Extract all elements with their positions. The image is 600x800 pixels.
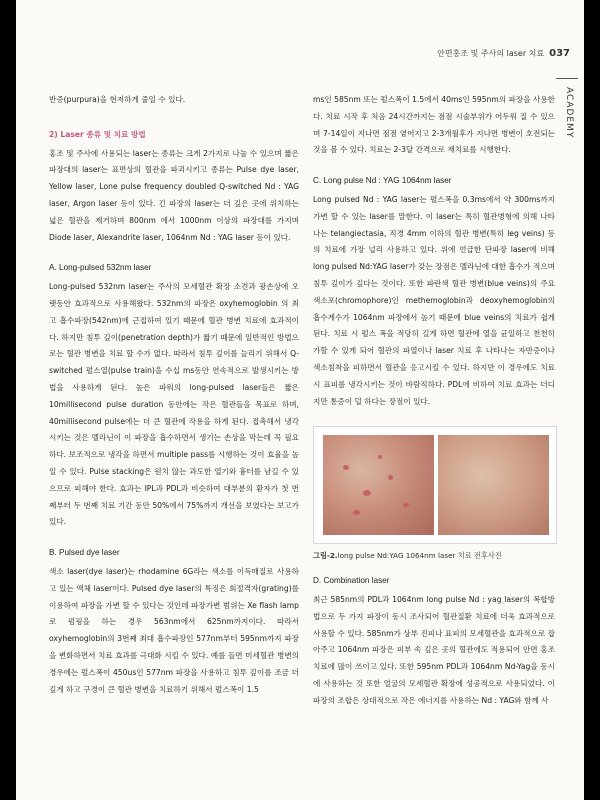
- paragraph-section-a: Long-pulsed 532nm laser는 주사의 모세혈관 확장 소견과 광손상에 오랫동안 효과적으로 사용해왔다. 532nm의 파장은 oxyhemoglobin 의 최고 흡수파장(542nm)에 근접하여 있기 때문에 혈관 병변 치료에 효과적이다. 하지만 침투 깊이(penetration depth)가 짧기 때문에 일반적인 방법으로는 혈관 병변을 치료 할 수가 없다. 따라서 침투 깊이를 늘리기 위해서 Q-switched 펄스열(pulse train)을 수십 ms동안 연속적으로 발생시키는 방법을 사용하게 된다. 높은 파워의 long-pulsed laser들은 짧은 10millisecond pulse duration 동안에는 작은 혈관들을 목표로 하며, 40millisecond pulse에는 더 큰 혈관에 작용을 하게 된다. 접촉해서 냉각시키는 것은 멜라닌이 이 파장을 흡수하면서 생기는 손상을 막는데 꼭 필요하다. 보조적으로 냉각을 하면서 multiple pass를 시행하는 것이 효율을 높일 수 있다. Pulse stacking은 원치 않는 과도한 열기와 흉터를 남길 수 있으므로 피해야 한다. 효과는 IPL과 PDL과 비슷하여 대부분의 환자가 첫 번째부터 두 번째 치료 기간 동안 50%에서 75%까지 개선을 보였다는 보고가 있다.: [49, 282, 299, 527]
- paragraph-section-c: Long pulsed Nd : YAG laser는 펄스폭을 0.3ms에서 약 300ms까지 가변 할 수 있는 laser를 말한다. 이 laser는 특히 혈관병형에 의해 나타나는 telangiectasia, 직경 4mm 이하의 혈관 병변(특히 leg veins) 등의 치료에 가장 널리 사용하고 있다. 위에 언급한 단파장 laser에 비해 long pulsed Nd:YAG laser가 갖는 장점은 멜라닌에 대한 흡수가 적으며 침투 깊이가 깊다는 것이다. 또한 파란색 혈관 병변(blue veins)의 주요 색소포(chromophore)인 methemoglobin과 deoxyhemoglobin의 흡수계수가 1064nm 파장에서 높기 때문에 blue veins의 치료가 쉽게 된다. 치료 시 펄스 폭을 적당히 길게 하면 혈관에 열을 균일하고 천천히 가할 수 있게 되어 혈관의 파열이나 laser 치료 후 나타나는 자반증이나 색소침착을 피하면서 혈관을 응고시킬 수 있다. 하지만 이 경우에도 치료 시 표피를 냉각시키는 것이 바람직하다. PDL에 비하여 치료 효과는 더디지만 통증이 덜 하다는 장점이 있다.: [313, 194, 555, 406]
- paragraph-continued: ms인 585nm 또는 펄스폭이 1.5에서 40ms인 595nm의 파장을 사용한다. 치료 시작 후 처음 24시간까지는 점점 시술부위가 어두워 질 수 있으며 7-14일이 지나면 점점 옅어지고 2-3개월후가 지나면 병변이 호전되는 것을 볼 수 있다. 치료는 2-3달 간격으로 재치료를 시행한다.: [313, 95, 555, 155]
- journal-page: [16, 0, 584, 800]
- heading-section-c: C. Long pulse Nd : YAG 1064nm laser: [313, 176, 452, 186]
- right-column: [313, 92, 555, 710]
- heading-section-d: D. Combination laser: [313, 576, 390, 586]
- after-photo: [438, 435, 549, 535]
- side-label: ACADEMY: [564, 87, 574, 139]
- heading-section-b: B. Pulsed dye laser: [49, 548, 120, 558]
- lesion-spot: [403, 503, 409, 507]
- lesion-spot: [388, 475, 393, 480]
- figure-caption: [313, 548, 555, 565]
- lesion-spot: [353, 510, 360, 515]
- before-photo: [323, 435, 434, 535]
- caption-label: 그림-2.: [313, 551, 338, 561]
- caption-text: long pulse Nd:YAG 1064nm laser 치료 전후사진: [337, 551, 502, 561]
- paragraph-laser-types: 홍조 및 주사에 사용되는 laser는 종류는 크게 2가지로 나눌 수 있으며 짧은 파장대의 laser는 표면상의 혈관을 파괴시키고 종류는 Pulse dye laser, Yellow laser, Lone pulse frequency doubled Q-switched Nd : YAG laser, Argon laser 등이 있다. 긴 파장의 laser는 더 깊은 곳에 위치하는 넓은 혈관을 제거하며 800nm 에서 1000nm 이상의 파장대를 가지며 Diode laser, Alexandrite laser, 1064nm Nd : YAG laser 등이 있다.: [49, 148, 299, 242]
- header-title: 안면홍조 및 주사의 laser 치료: [437, 49, 545, 58]
- heading-section-a: A. Long-pulsed 532nm laser: [49, 263, 152, 273]
- lesion-spot: [363, 490, 371, 496]
- side-rule: [556, 78, 578, 79]
- paragraph-section-d: 최근 585nm의 PDL과 1064nm long pulse Nd : yag laser의 복합방법으로 두 가지 파장이 동시 조사되어 혈관질환 치료에 더욱 효과적으로 사용할 수 있다. 585nm가 상부 진피나 표피의 모세혈관을 효과적으로 잡아주고 1064nm 파장은 피부 속 깊은 곳의 혈관에도 적용되어 안면 홍조 치료에 많이 쓰이고 있다. 또한 595nm PDL과 1064nm Nd-Yag을 동시에 사용하는 것 또한 얼굴의 모세혈관 확장에 성공적으로 사용되었다. 이 파장의 조합은 상대적으로 작은 에너지를 사용하는 Nd : YAG와 함께 사: [313, 594, 555, 705]
- figure-before-after: [313, 426, 557, 544]
- side-tab: [556, 78, 580, 138]
- page-number: 037: [549, 48, 570, 59]
- left-column: [49, 92, 299, 698]
- section-heading: 2) Laser 종류 및 치료 방법: [49, 129, 146, 139]
- intro-text: 반증(purpura)을 현저하게 줄일 수 있다.: [49, 95, 186, 104]
- lesion-spot: [343, 465, 349, 470]
- running-header: [437, 48, 570, 59]
- lesion-spot: [378, 455, 382, 459]
- paragraph-section-b: 색소 laser(dye laser)는 rhodamine 6G라는 색소를 이득매질로 사용하고 있는 액체 laser이다. Pulsed dye laser의 특징은 회절격자(grating)를 이용하여 파장을 가변 할 수 있다는 것인데 파장가변 범위는 Xe flash lamp로 펌핑을 하는 경우 563nm에서 625nm까지이다. 따라서 oxyhemoglobin의 3번째 최대 흡수파장인 577nm부터 595nm까지 파장을 변화하면서 치료 효과를 극대화 시킬 수 있다. 예를 들면 미세혈관 병변의 경우에는 펄스폭이 450us인 577nm 파장을 사용하고 침투 깊이를 조금 더 깊게 하고 구경이 큰 혈관 병변을 치료하기 위해서 펄스폭이 1.5: [49, 566, 299, 694]
